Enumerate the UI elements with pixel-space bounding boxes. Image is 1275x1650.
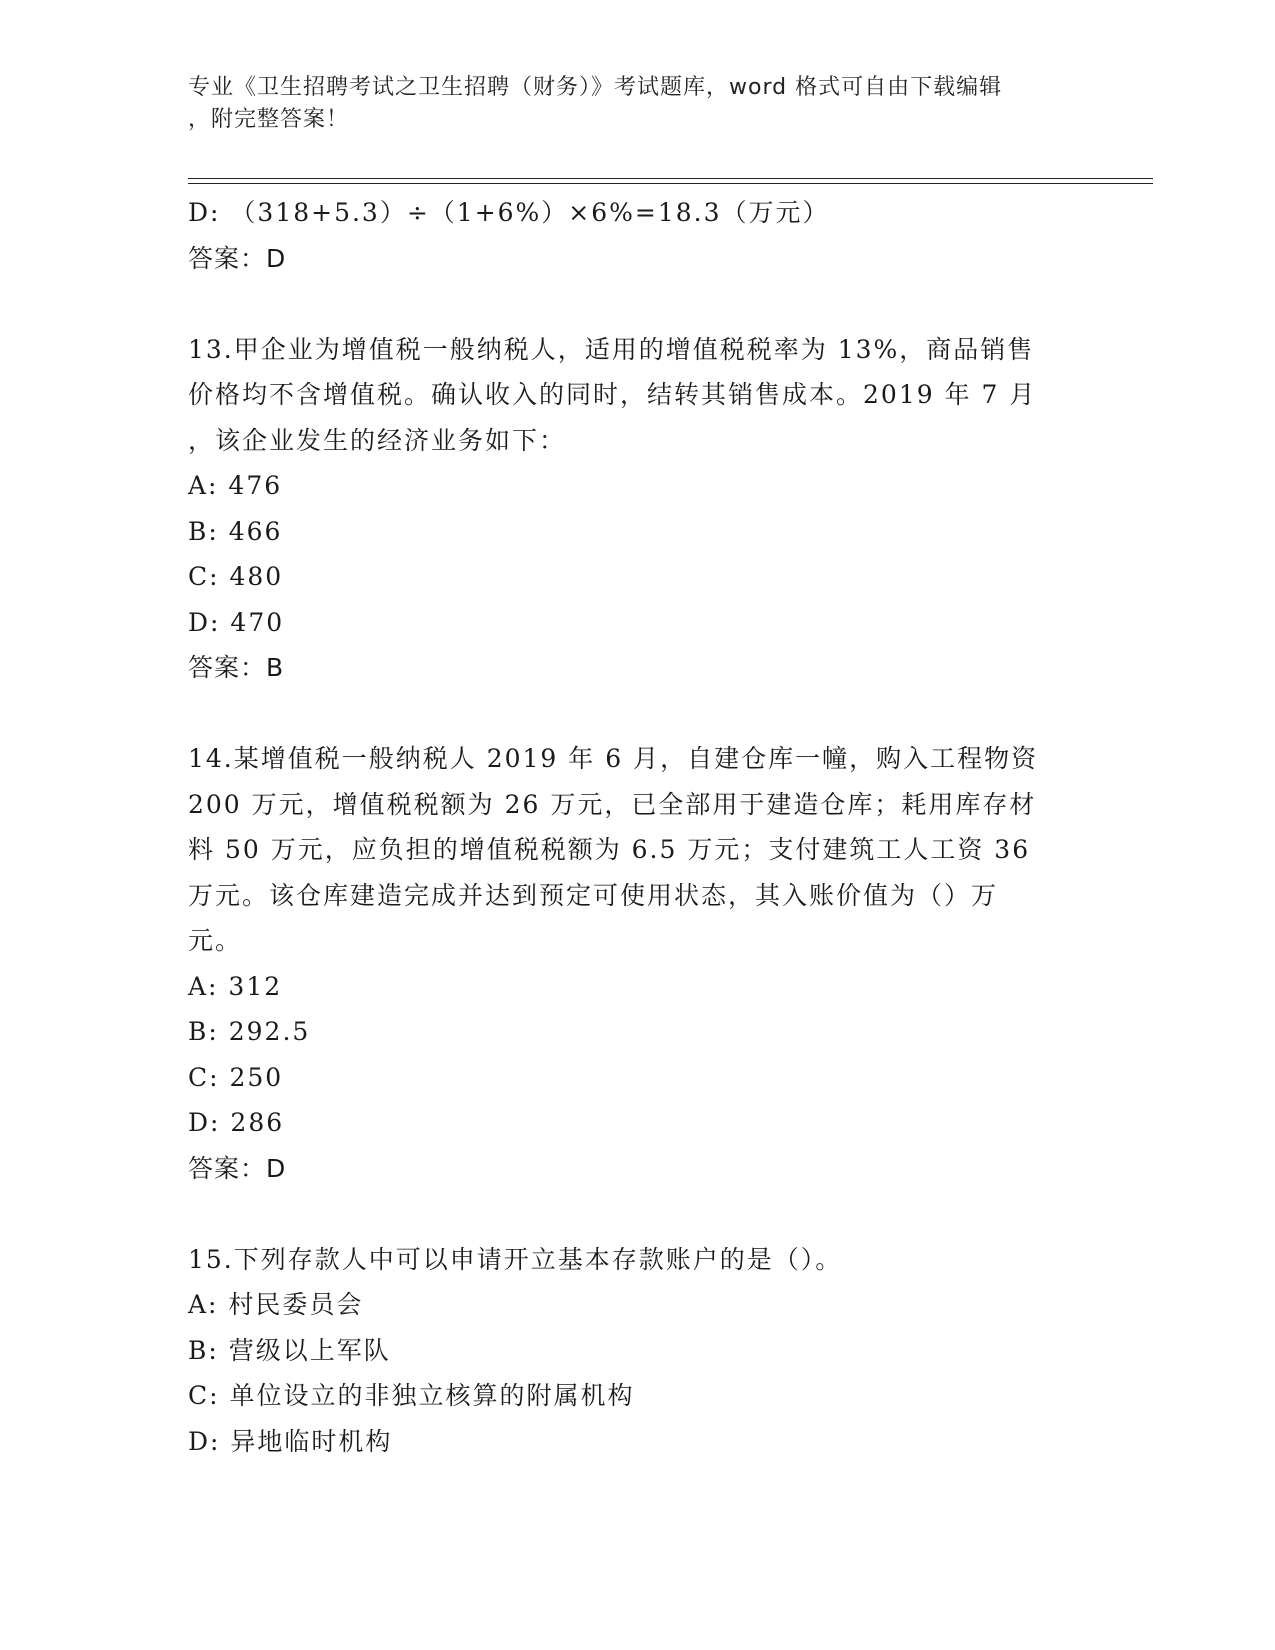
question-text-line: 万元。该仓库建造完成并达到预定可使用状态，其入账价值为（）万	[188, 880, 999, 910]
question-text-line: 价格均不含增值税。确认收入的同时，结转其销售成本。2019 年 7 月	[188, 380, 1037, 409]
option-d: D: （318+5.3）÷（1+6%）×6%=18.3（万元）	[188, 198, 830, 227]
header-line-2: ，附完整答案！	[188, 107, 350, 132]
question-text-line: 200 万元，增值税税额为 26 万元，已全部用于建造仓库；耗用库存材	[188, 789, 1037, 819]
question-text-line: 元。	[188, 926, 243, 955]
previous-question-tail	[188, 190, 1068, 281]
option-d: D: 异地临时机构	[188, 1426, 393, 1456]
header-divider-bottom	[188, 183, 1153, 184]
document-body	[188, 190, 1068, 1464]
question-text-line: 13.甲企业为增值税一般纳税人，适用的增值税税率为 13%，商品销售	[188, 334, 1035, 364]
question-text-line: 14.某增值税一般纳税人 2019 年 6 月，自建仓库一幢，购入工程物资	[188, 744, 1039, 773]
answer: 答案：B	[188, 653, 285, 682]
option-c: C: 250	[188, 1062, 284, 1092]
answer: 答案：D	[188, 1153, 287, 1183]
option-d: D: 286	[188, 1108, 285, 1137]
option-a: A: 312	[188, 971, 283, 1001]
option-b: B: 292.5	[188, 1017, 311, 1046]
answer: 答案：D	[188, 243, 287, 273]
question-text-line: 15.下列存款人中可以申请开立基本存款账户的是（）。	[188, 1244, 843, 1274]
question-14	[188, 736, 1068, 1191]
option-b: B: 466	[188, 516, 283, 546]
option-d: D: 470	[188, 607, 285, 637]
option-c: C: 480	[188, 562, 284, 591]
question-13	[188, 327, 1068, 691]
question-text-line: ，该企业发生的经济业务如下：	[188, 425, 567, 455]
document-header	[188, 72, 1068, 136]
option-b: B: 营级以上军队	[188, 1335, 391, 1365]
option-a: A: 476	[188, 471, 283, 500]
header-divider-top	[188, 178, 1153, 179]
header-line-1: 专业《卫生招聘考试之卫生招聘（财务）》考试题库，word 格式可自由下载编辑	[188, 75, 1003, 100]
question-text-line: 料 50 万元，应负担的增值税税额为 6.5 万元；支付建筑工人工资 36	[188, 835, 1031, 864]
option-c: C: 单位设立的非独立核算的附属机构	[188, 1381, 635, 1410]
question-15	[188, 1237, 1068, 1465]
option-a: A: 村民委员会	[188, 1290, 364, 1319]
